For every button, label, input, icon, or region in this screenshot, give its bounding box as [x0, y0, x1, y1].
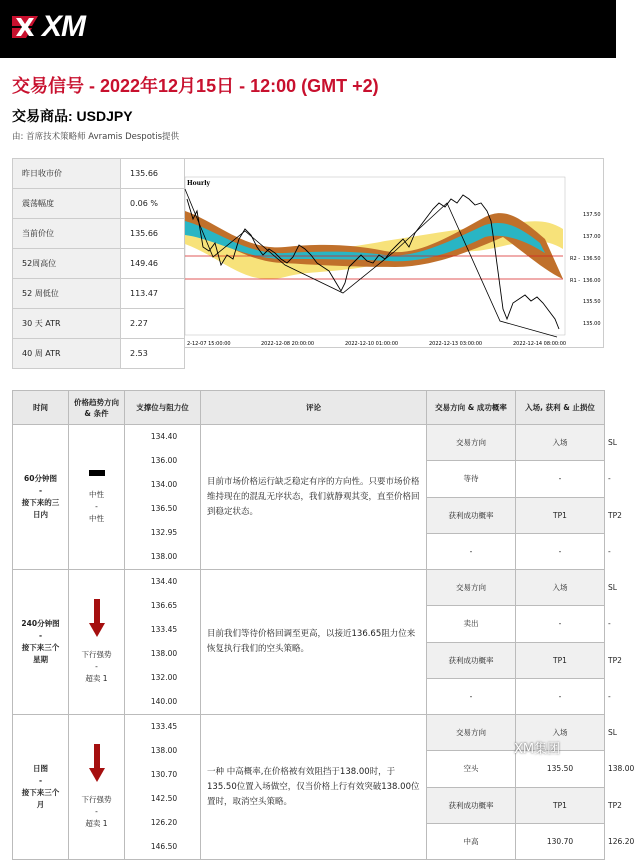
- level-pair: [131, 473, 197, 521]
- chart-svg: [185, 159, 603, 347]
- column-header: 交易方向 & 成功概率: [427, 391, 516, 425]
- resistance-level: 138.00: [150, 552, 178, 561]
- level-pair: [131, 521, 197, 569]
- y-tick-label: 136.00: [583, 278, 601, 284]
- support-level: 134.00: [150, 480, 178, 489]
- y-tick-label: 136.50: [583, 256, 601, 262]
- direction-cell: 等待: [427, 461, 516, 497]
- table-row: 60分钟图 - 接下来的三 日内 中性 - 中性 134.40136.00 134.00136.50 132.95138.00 目前市场价格运行缺乏稳定有序的方向性。只要市场价格维持现在的混乱无序状态，我们就静观其变，直至价格回到稳定状态。 交易方向 入场 SL: [13, 425, 605, 461]
- price-chart: [185, 158, 604, 348]
- support-level: 126.20: [150, 818, 178, 827]
- resistance-level: 138.00: [150, 649, 178, 658]
- table-row: 空头 135.50 138.00: [13, 751, 605, 787]
- direction-cell: -: [427, 533, 516, 569]
- stat-value: 149.46: [121, 249, 185, 279]
- timeframe-cell: [13, 570, 69, 715]
- direction-cell: 中高: [427, 823, 516, 859]
- level-pair: [131, 666, 197, 714]
- resistance-level: 138.00: [150, 746, 178, 755]
- direction-cell: 交易方向: [427, 425, 516, 461]
- column-header: 价格趋势方向 & 条件: [69, 391, 125, 425]
- stats-row: [13, 339, 185, 369]
- timeframe-cell: [13, 715, 69, 860]
- timeframe-horizon: 接下来三个: [21, 643, 60, 652]
- entry-cell: 135.50: [516, 751, 605, 787]
- table-row: 等待 - -: [13, 461, 605, 497]
- level-pair: [131, 811, 197, 859]
- x-tick-label: 2022-12-14 08:00:00: [513, 341, 567, 347]
- stats-row: [13, 159, 185, 189]
- resistance-label: R2 -: [570, 256, 581, 262]
- levels-cell: [125, 715, 201, 860]
- entry-cell: 入场: [516, 570, 605, 606]
- entry-cell: -: [516, 678, 605, 714]
- level-pair: [131, 715, 197, 763]
- stat-label: 40 周 ATR: [13, 339, 121, 369]
- logo-text: XM: [42, 10, 85, 43]
- support-level: 130.70: [150, 770, 178, 779]
- resistance-level: 136.50: [150, 504, 178, 513]
- levels-cell: [125, 425, 201, 570]
- y-tick-label: 135.50: [583, 299, 601, 305]
- watermark: XM集团: [514, 742, 561, 757]
- resistance-level: 136.65: [150, 601, 178, 610]
- resistance-label: R1 -: [570, 278, 581, 284]
- trend-cell: [69, 715, 125, 860]
- entry-cell: 130.70: [516, 823, 605, 859]
- direction-cell: 交易方向: [427, 715, 516, 751]
- stats-row: [13, 249, 185, 279]
- timeframe-horizon-2: 星期: [33, 655, 48, 664]
- comment-cell: 一种 中高概率,在价格被有效阻挡于138.00时，于135.50位置入场做空，仅当价格上行有效突破138.00位置时，取消空头策略。: [201, 715, 427, 860]
- stat-value: 135.66: [121, 159, 185, 189]
- table-row: 获利成功概率 TP1 TP2: [13, 497, 605, 533]
- stat-label: 昨日收市价: [13, 159, 121, 189]
- direction-cell: 获利成功概率: [427, 642, 516, 678]
- levels-cell: [125, 570, 201, 715]
- support-level: 134.40: [150, 577, 178, 586]
- entry-cell: TP1: [516, 787, 605, 823]
- stat-value: 113.47: [121, 279, 185, 309]
- table-row: 获利成功概率 TP1 TP2: [13, 642, 605, 678]
- entry-cell: -: [516, 533, 605, 569]
- support-level: 132.00: [150, 673, 178, 682]
- table-row: 卖出 - -: [13, 606, 605, 642]
- x-tick-label: 2-12-07 15:00:00: [187, 341, 231, 347]
- column-header: 时间: [13, 391, 69, 425]
- timeframe-dash: -: [38, 631, 43, 640]
- trend-direction: 中性: [89, 490, 104, 499]
- x-tick-label: 2022-12-10 01:00:00: [345, 341, 399, 347]
- resistance-level: 146.50: [150, 842, 178, 851]
- support-level: 134.40: [150, 432, 178, 441]
- table-row: 中高 130.70 126.20: [13, 823, 605, 859]
- trend-dash: -: [95, 502, 98, 511]
- timeframe-label: 240分钟图: [21, 619, 60, 628]
- y-tick-label: 137.00: [583, 234, 601, 240]
- table-row: - - -: [13, 533, 605, 569]
- table-row: 240分钟图 - 接下来三个 星期 下行强势 - 超卖 1 134.40136.65 133.45138.00 132.00140.00 目前我们等待价格回调至更高，以接近136.65阻力位来恢复执行我们的空头策略。 交易方向 入场 SL: [13, 570, 605, 606]
- stat-value: 2.53: [121, 339, 185, 369]
- timeframe-dash: -: [38, 776, 43, 785]
- trend-dash: -: [95, 662, 98, 671]
- column-header: 支撑位与阻力位: [125, 391, 201, 425]
- table-row: 获利成功概率 TP1 TP2: [13, 787, 605, 823]
- xm-logo[interactable]: [12, 12, 85, 42]
- page-title: 交易信号 - 2022年12月15日 - 12:00 (GMT +2): [12, 76, 379, 96]
- stat-label: 30 天 ATR: [13, 309, 121, 339]
- timeframe-horizon: 接下来三个: [21, 788, 60, 797]
- direction-cell: 获利成功概率: [427, 497, 516, 533]
- xm-logo-icon: [12, 16, 38, 38]
- resistance-level: 140.00: [150, 697, 178, 706]
- x-tick-label: 2022-12-08 20:00:00: [261, 341, 315, 347]
- down-arrow-icon: [89, 744, 105, 782]
- support-level: 133.45: [150, 722, 178, 731]
- stats-row: [13, 279, 185, 309]
- comment-cell: 目前市场价格运行缺乏稳定有序的方向性。只要市场价格维持现在的混乱无序状态，我们就静观其变，直至价格回到稳定状态。: [201, 425, 427, 570]
- trend-condition: 超卖 1: [85, 819, 108, 828]
- timeframe-horizon-2: 日内: [33, 510, 48, 519]
- instrument-title: 交易商品: USDJPY: [12, 108, 133, 124]
- column-header: 入场, 获利 & 止损位: [516, 391, 605, 425]
- table-row: 日图 - 接下来三个 月 下行强势 - 超卖 1 133.45138.00 130.70142.50 126.20146.50 一种 中高概率,在价格被有效阻挡于138.00时，于135.50位置入场做空，仅当价格上行有效突破138.00位置时，取消空头策略。 交易方向 入场 SL: [13, 715, 605, 751]
- resistance-level: 142.50: [150, 794, 178, 803]
- direction-cell: -: [427, 678, 516, 714]
- trend-condition: 中性: [89, 514, 104, 523]
- header-bar: [0, 0, 616, 58]
- comment-cell: 目前我们等待价格回调至更高，以接近136.65阻力位来恢复执行我们的空头策略。: [201, 570, 427, 715]
- entry-cell: -: [516, 606, 605, 642]
- trend-direction: 下行强势: [81, 795, 112, 804]
- stat-label: 当前价位: [13, 219, 121, 249]
- y-tick-label: 137.50: [583, 212, 601, 218]
- direction-cell: 交易方向: [427, 570, 516, 606]
- trend-dash: -: [95, 807, 98, 816]
- signal-table: [12, 390, 634, 860]
- entry-cell: TP1: [516, 642, 605, 678]
- y-tick-label: 135.00: [583, 321, 601, 327]
- stats-row: [13, 309, 185, 339]
- timeframe-horizon: 接下来的三: [21, 498, 60, 507]
- stats-row: [13, 219, 185, 249]
- entry-cell: 入场: [516, 715, 605, 751]
- resistance-level: 136.00: [150, 456, 178, 465]
- support-level: 132.95: [150, 528, 178, 537]
- timeframe-label: 60分钟图: [24, 474, 57, 483]
- direction-cell: 获利成功概率: [427, 787, 516, 823]
- stat-label: 52周高位: [13, 249, 121, 279]
- x-tick-label: 2022-12-13 03:00:00: [429, 341, 483, 347]
- level-pair: [131, 425, 197, 473]
- chart-label: Hourly: [187, 180, 210, 187]
- timeframe-dash: -: [38, 486, 43, 495]
- column-header: 评论: [201, 391, 427, 425]
- stat-label: 震荡幅度: [13, 189, 121, 219]
- down-arrow-icon: [89, 599, 105, 637]
- table-row: - - -: [13, 678, 605, 714]
- stat-value: 135.66: [121, 219, 185, 249]
- trend-cell: [69, 570, 125, 715]
- support-level: 133.45: [150, 625, 178, 634]
- stats-row: [13, 189, 185, 219]
- timeframe-horizon-2: 月: [36, 800, 45, 809]
- direction-cell: 卖出: [427, 606, 516, 642]
- stat-label: 52 周低位: [13, 279, 121, 309]
- level-pair: [131, 763, 197, 811]
- level-pair: [131, 570, 197, 618]
- timeframe-label: 日图: [33, 764, 48, 773]
- author-line: 由: 首席技术策略师 Avramis Despotis提供: [12, 132, 180, 142]
- level-pair: [131, 618, 197, 666]
- stat-value: 2.27: [121, 309, 185, 339]
- entry-cell: 入场: [516, 425, 605, 461]
- trend-condition: 超卖 1: [85, 674, 108, 683]
- trend-cell: [69, 425, 125, 570]
- flat-bar-icon: [89, 469, 105, 477]
- entry-cell: -: [516, 461, 605, 497]
- direction-cell: 空头: [427, 751, 516, 787]
- trend-direction: 下行强势: [81, 650, 112, 659]
- stats-table: [12, 158, 185, 369]
- entry-cell: TP1: [516, 497, 605, 533]
- stat-value: 0.06 %: [121, 189, 185, 219]
- timeframe-cell: [13, 425, 69, 570]
